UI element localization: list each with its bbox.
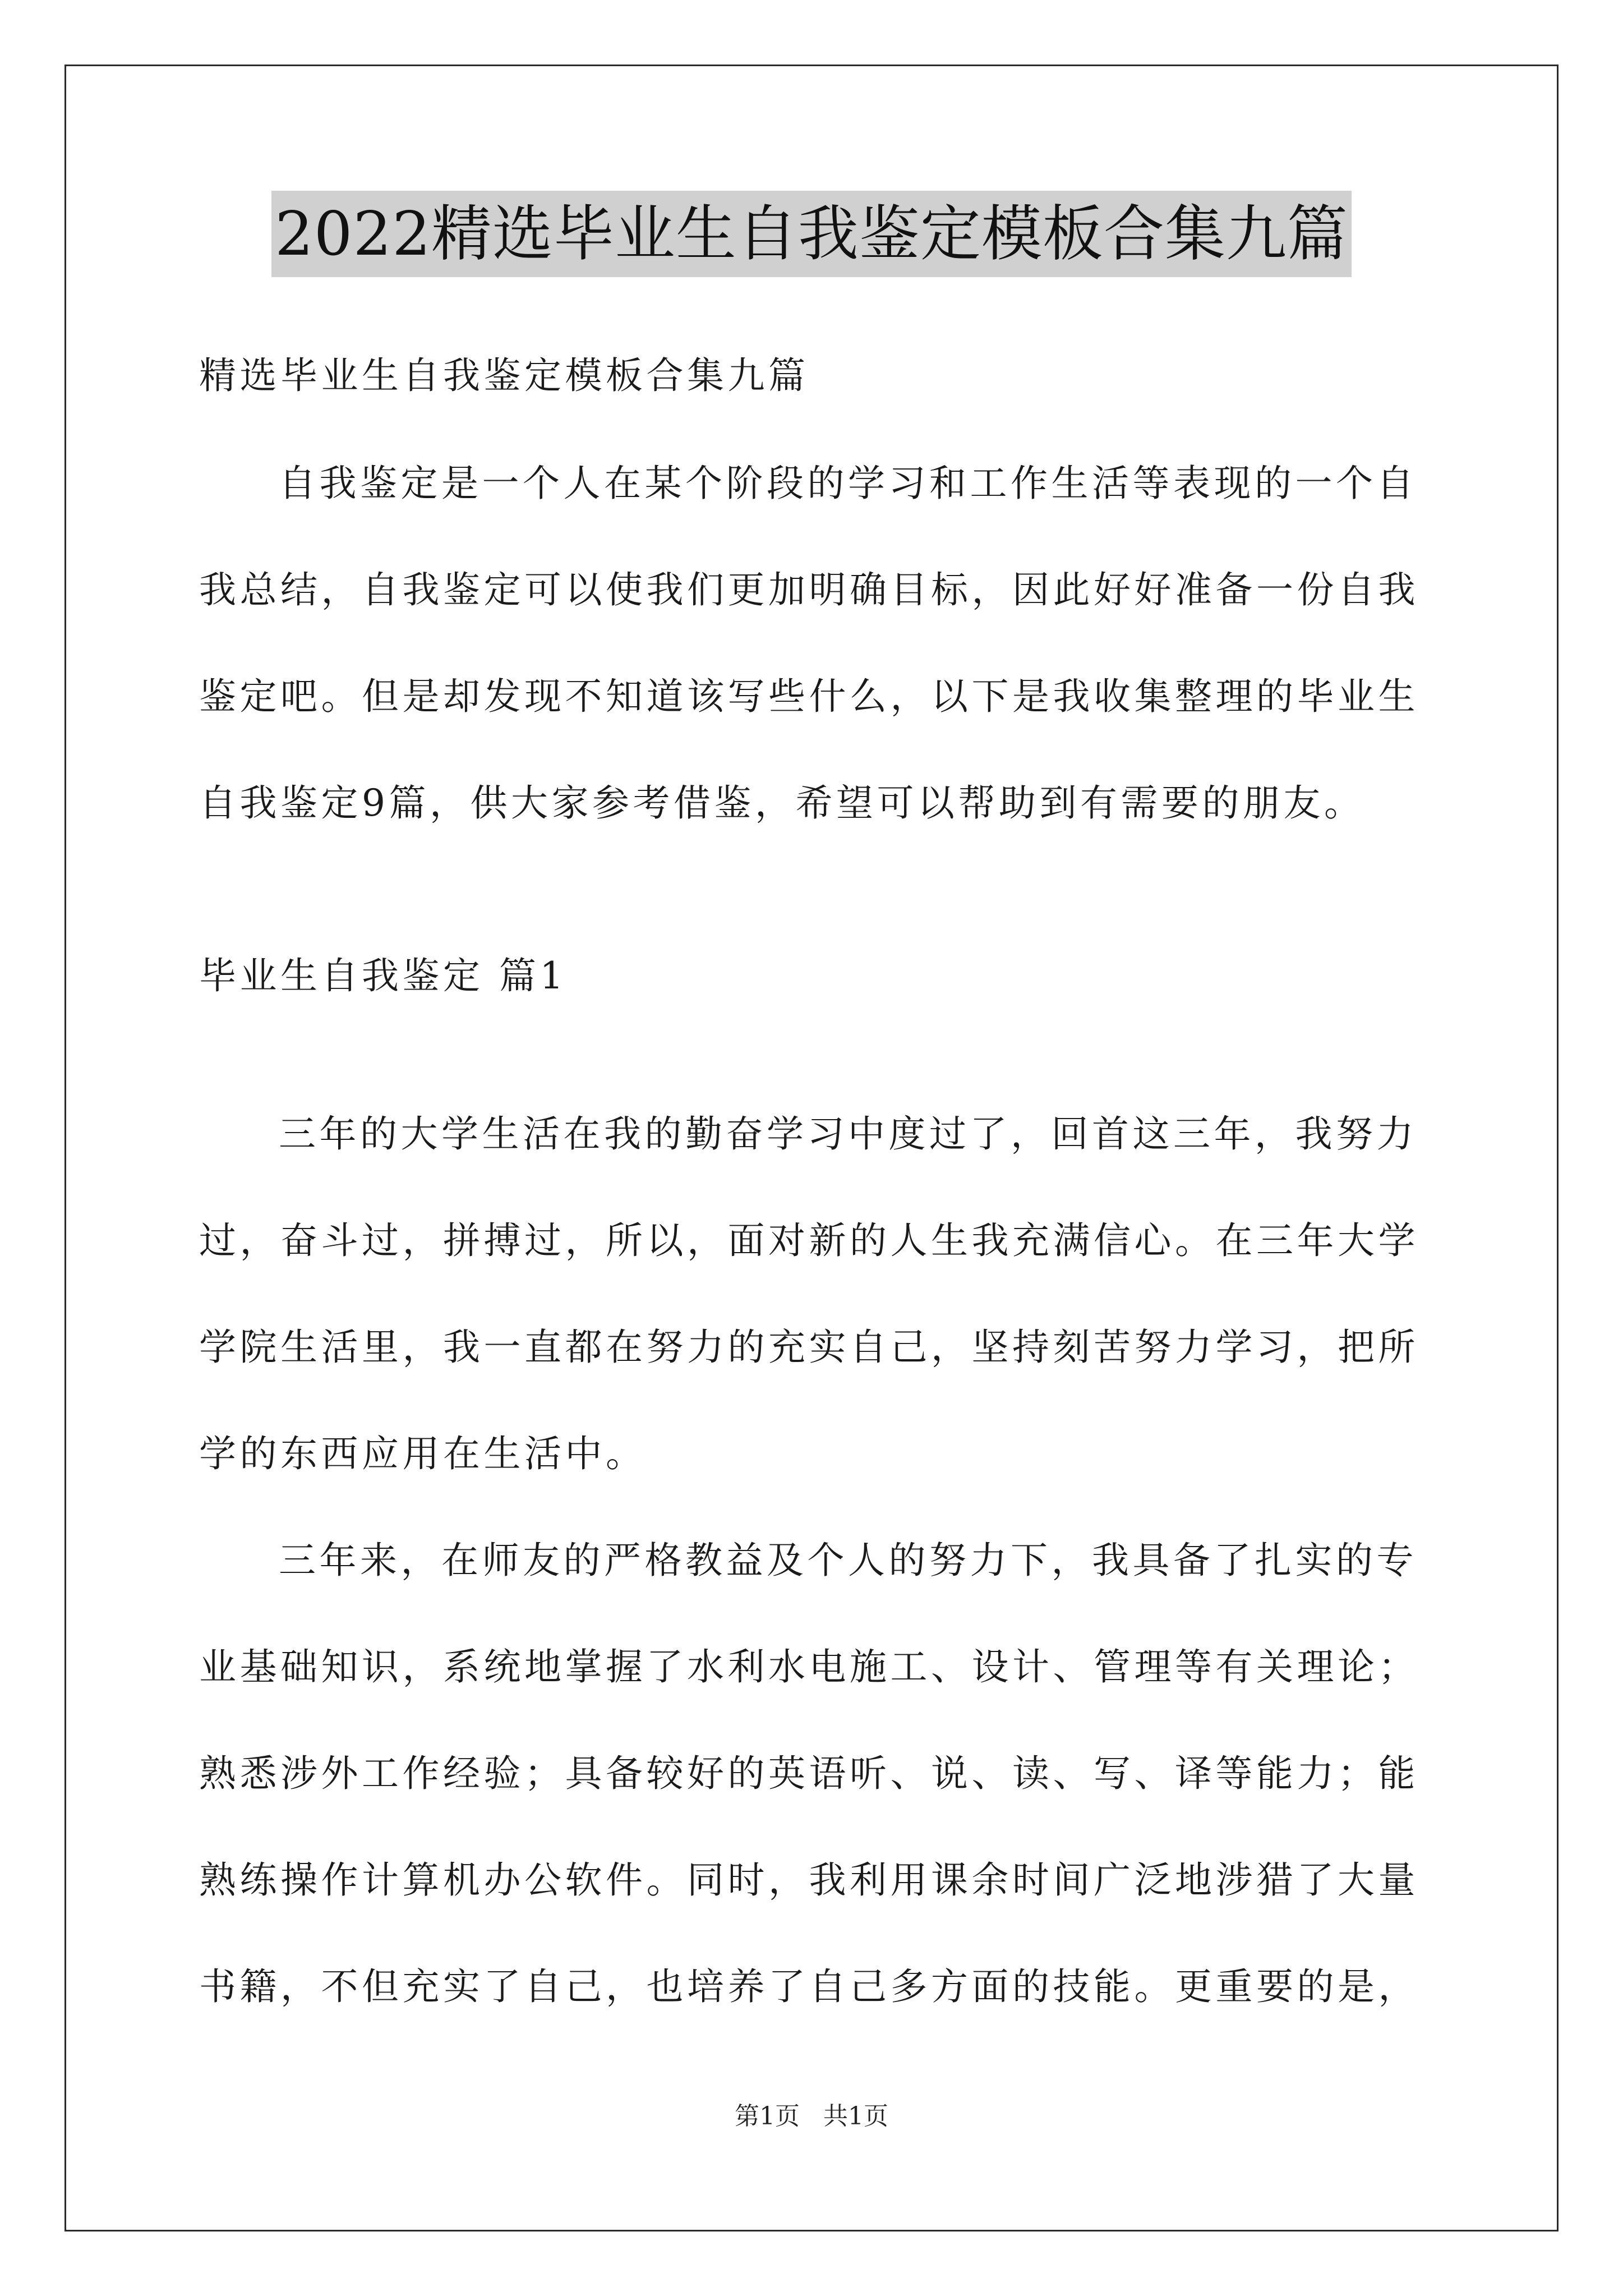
paragraph2-line: 熟悉涉外工作经验；具备较好的英语听、说、读、写、译等能力；能 — [199, 1752, 1419, 1795]
document-subtitle: 精选毕业生自我鉴定模板合集九篇 — [199, 354, 809, 397]
paragraph2-line: 业基础知识，系统地掌握了水利水电施工、设计、管理等有关理论； — [199, 1645, 1419, 1688]
title-container — [0, 191, 1623, 277]
page-footer — [0, 2101, 1623, 2132]
page-number-total: 共1页 — [823, 2102, 888, 2131]
paragraph2-line: 书籍，不但充实了自己，也培养了自己多方面的技能。更重要的是， — [199, 1965, 1419, 2008]
page-number-current: 第1页 — [735, 2102, 800, 2131]
intro-line: 我总结，自我鉴定可以使我们更加明确目标，因此好好准备一份自我 — [199, 568, 1419, 611]
intro-line: 鉴定吧。但是却发现不知道该写些什么，以下是我收集整理的毕业生 — [199, 675, 1419, 718]
paragraph1-line: 过，奋斗过，拼搏过，所以，面对新的人生我充满信心。在三年大学 — [199, 1219, 1419, 1262]
intro-line: 自我鉴定9篇，供大家参考借鉴，希望可以帮助到有需要的朋友。 — [199, 781, 1365, 825]
paragraph1-line: 三年的大学生活在我的勤奋学习中度过了，回首这三年，我努力 — [279, 1112, 1417, 1156]
paragraph1-line: 学院生活里，我一直都在努力的充实自己，坚持刻苦努力学习，把所 — [199, 1326, 1419, 1369]
section-heading: 毕业生自我鉴定 篇1 — [199, 954, 567, 997]
paragraph1-line: 学的东西应用在生活中。 — [199, 1432, 647, 1475]
document-title: 2022精选毕业生自我鉴定模板合集九篇 — [271, 191, 1352, 277]
paragraph2-line: 熟练操作计算机办公软件。同时，我利用课余时间广泛地涉猎了大量 — [199, 1858, 1419, 1902]
paragraph2-line: 三年来，在师友的严格教益及个人的努力下，我具备了扎实的专 — [279, 1539, 1417, 1582]
intro-line: 自我鉴定是一个人在某个阶段的学习和工作生活等表现的一个自 — [279, 462, 1417, 505]
